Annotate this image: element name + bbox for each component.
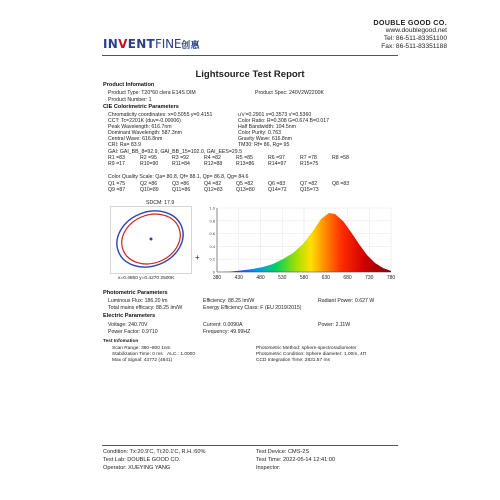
photometric-condition: Photometric Condition: Sphere diameter: 1.00m, 4Π	[256, 352, 367, 357]
r-value: R9 =17	[108, 161, 125, 167]
company-name: DOUBLE GOOD CO.	[373, 18, 447, 27]
logo-text-cn: 创惠	[181, 41, 200, 51]
company-tel: Tel: 86-511-83351100	[383, 35, 447, 42]
photometric-heading: Photometric Parameters	[103, 290, 168, 296]
product-type: Product Type: T20*60 clera E14S DIM	[108, 90, 196, 96]
q-value: Q1 =75	[108, 181, 126, 187]
r-value: R15=75	[300, 161, 319, 167]
company-fax: Fax: 86-511-83351188	[381, 43, 447, 50]
half-bandwidth: Half Bandwidth: 104.5nm	[238, 124, 296, 130]
r-value: R1 =83	[108, 155, 125, 161]
r-value: R13=86	[236, 161, 255, 167]
electric-heading: Electric Parameters	[103, 313, 156, 319]
q-value: Q6 =83	[268, 181, 286, 187]
q-value: Q12=83	[204, 187, 223, 193]
voltage: Voltage: 240.70V	[108, 322, 148, 328]
sdcm-ellipse-diagram	[110, 206, 192, 274]
cri: CRI: Ra= 83.9	[108, 142, 142, 148]
spectrum-y-tick: 1.0	[209, 205, 215, 211]
logo-text-in: IN	[103, 37, 119, 51]
alc-value: ALC.: 1.0000	[167, 352, 196, 357]
tm30: TM30: Rf= 86, Rg= 95	[238, 142, 290, 148]
operator: Operator: XUEYING YANG	[103, 465, 171, 471]
efficiency: Efficiency: 88.25 lm/W	[203, 298, 255, 304]
test-lab: Test Lab: DOUBLE GOOD CO.	[103, 457, 181, 463]
r-value: R14=97	[268, 161, 287, 167]
cie-heading: CIE Colorimetric Parameters	[103, 104, 179, 110]
r-value: R7 =78	[300, 155, 317, 161]
sdcm-value: 17.9	[164, 200, 175, 206]
r-value: R5 =85	[236, 155, 253, 161]
spectrum-x-tick: 530	[278, 275, 287, 281]
photometric-method: Photometric Method: sphere-spectroradiometer	[256, 346, 357, 351]
color-purity: Color Purity: 0.763	[238, 130, 281, 136]
spectrum-x-tick: 680	[343, 275, 352, 281]
max-signal: Max of Signal: 43772 (4841)	[112, 358, 173, 363]
cct: CCT: Tc=2201K (duv=-0.00006)	[108, 118, 181, 124]
q-value: Q15=73	[300, 187, 319, 193]
q-value: Q13=80	[236, 187, 255, 193]
spectrum-x-tick: 380	[212, 275, 222, 281]
spectrum-x-tick: 430	[234, 275, 243, 281]
gai-values: GAI: GAI_BB_8=92.9, GAI_BB_15=102.0, GAI_EES=29.5	[108, 149, 242, 155]
r-value: R10=90	[140, 161, 159, 167]
uv-coordinates: u'v'=0.2901 v=0.3573 v'=0.5360	[238, 112, 312, 118]
cqs-values: Color Quality Scale: Qa= 80.8, Qf= 88.1, Qp= 86.8, Qg= 84.6	[108, 174, 249, 180]
q-value: Q9 =87	[108, 187, 126, 193]
sdcm-coordinates: x=0.4850 y=0.4270 2500K	[118, 276, 175, 281]
luminous-flux: Luminous Flux: 186.20 lm	[108, 298, 168, 304]
peak-wavelength: Peak Wavelength: 616.7nm	[108, 124, 172, 130]
q-value: Q5 =82	[236, 181, 254, 187]
r-value: R11=84	[172, 161, 190, 167]
inventfine-logo	[103, 37, 200, 51]
spectrum-y-tick: 0.8	[209, 218, 215, 224]
ccd-integration-time: CCD Integration Time: 2831.57 ms	[256, 358, 330, 363]
gravity-wave: Gravity Wave: 616.8nm	[238, 136, 293, 142]
cie-left-column	[108, 112, 212, 148]
r-value: R12=88	[204, 161, 223, 167]
spectrum-x-tick: 780	[386, 275, 395, 281]
product-spec: Product Spec: 240V2W2200K	[255, 90, 324, 96]
product-heading: Product Infomation	[103, 82, 155, 88]
stabilization-time: Stabilization Time: 0 ms	[112, 352, 163, 357]
logo-text-ent: ENT	[127, 37, 156, 51]
q-value: Q2 =86	[140, 181, 158, 187]
test-info-heading: Test Infomation	[103, 339, 139, 344]
spectrum-x-tick: 630	[321, 275, 330, 281]
q-value: Q14=72	[268, 187, 287, 193]
scan-range: Scan Range: 380~800 1nm	[112, 346, 171, 351]
color-ratio: Color Ratio: R=0.308 G=0.674 B=0.017	[238, 118, 329, 124]
central-wave: Central Wave: 616.8nm	[108, 136, 163, 142]
header-divider	[102, 55, 398, 56]
logo-text-v: V	[118, 37, 128, 51]
company-website: www.doublegood.net	[385, 27, 447, 34]
spectrum-y-tick: 0.2	[209, 256, 215, 262]
r-value: R8 =58	[332, 155, 349, 161]
product-number: Product Number: 1	[108, 97, 152, 103]
chromaticity: Chromaticity coordinates: x=0.5055 y=0.4151	[108, 112, 213, 118]
test-device: Test Device: CMS-2S	[256, 449, 310, 455]
r-value: R6 =97	[268, 155, 285, 161]
q-value: Q10=89	[140, 187, 159, 193]
spectrum-y-tick: 0	[212, 269, 215, 275]
dominant-wavelength: Dominant Wavelength: 587.3nm	[108, 130, 182, 136]
q-value: Q11=86	[172, 187, 191, 193]
r-value: R2 =95	[140, 155, 157, 161]
q-value: Q8 =83	[332, 181, 350, 187]
sdcm-center-point	[150, 238, 153, 241]
spectrum-y-tick: 0.4	[209, 243, 215, 249]
frequency: Frequency: 49.99HZ	[203, 329, 251, 335]
q-value: Q7 =82	[300, 181, 318, 187]
energy-class: Energy Efficiency Class: F (EU 2019/2015)	[203, 305, 302, 311]
spectrum-chart	[205, 204, 395, 286]
spectrum-y-tick: 0.6	[209, 231, 215, 237]
q-value: Q4 =82	[204, 181, 222, 187]
spectrum-x-tick: 480	[256, 275, 265, 281]
r-value: R4 =82	[204, 155, 221, 161]
logo-text-fine: FINE	[155, 37, 182, 51]
q-value: Q3 =86	[172, 181, 190, 187]
r-value: R3 =92	[172, 155, 189, 161]
plus-sign: +	[195, 253, 200, 262]
inspector: Inspector:	[256, 465, 281, 471]
spectrum-x-tick: 580	[299, 275, 309, 281]
spectrum-x-tick: 730	[365, 275, 374, 281]
test-time: Test Time: 2022-05-14 12:41:00	[256, 457, 335, 463]
test-condition: Condition: Tx:20.9'C, Ti:20.1'C, R.H.:60%	[103, 449, 206, 455]
current: Current: 0.0090A	[203, 322, 243, 328]
radiant-power: Radiant Power: 0.627 W	[318, 298, 375, 304]
sdcm-label-text: SDCM:	[146, 200, 163, 206]
footer-divider	[102, 445, 398, 446]
mains-efficacy: Total mains efficacy: 88.25 lm/W	[108, 305, 183, 311]
power: Power: 2.11W	[318, 322, 351, 328]
cie-right-column	[238, 112, 329, 148]
power-factor: Power Factor: 0.9710	[108, 329, 158, 335]
report-title: Lightsource Test Report	[195, 69, 305, 80]
